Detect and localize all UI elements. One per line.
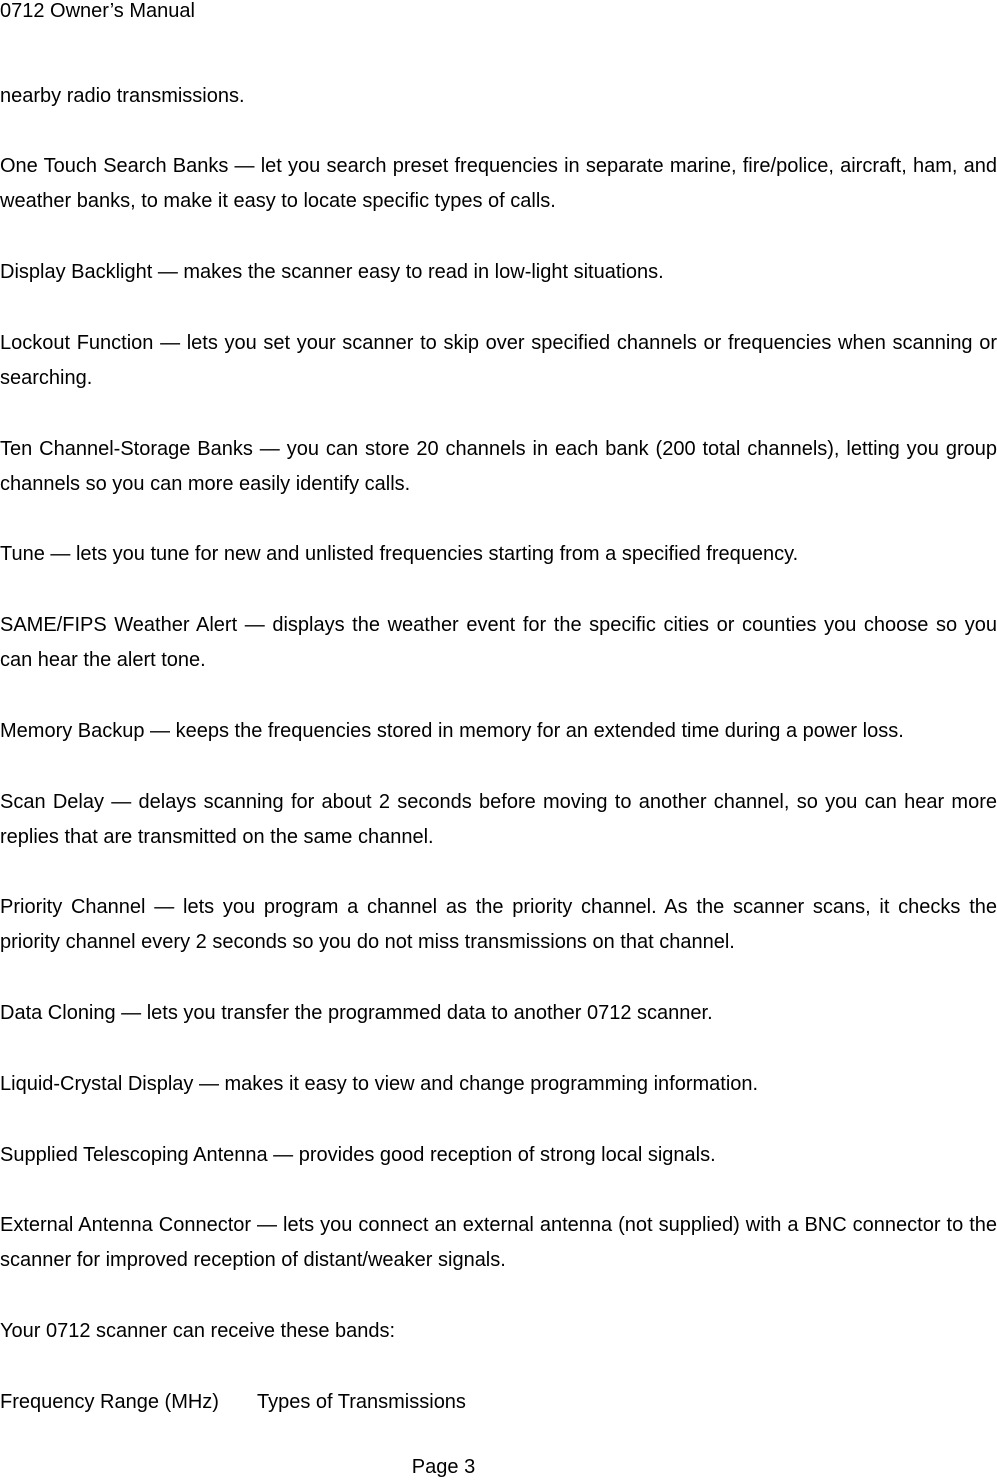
paragraph-one-touch-search: One Touch Search Banks — let you search preset frequencies in separate marine, fire/police, aircraft, ham, and weather banks, to make it easy to locate specific types of calls.	[0, 155, 997, 212]
document-header: 0712 Owner’s Manual	[0, 0, 195, 22]
paragraph-priority-channel: Priority Channel — lets you program a channel as the priority channel. As the scanner scans, it checks the priority channel every 2 seconds so you do not miss transmissions on that channel.	[0, 896, 997, 953]
paragraph-display-backlight: Display Backlight — makes the scanner easy to read in low-light situations.	[0, 261, 664, 283]
paragraph-memory-backup: Memory Backup — keeps the frequencies stored in memory for an extended time during a power loss.	[0, 720, 904, 742]
paragraph-telescoping-antenna: Supplied Telescoping Antenna — provides good reception of strong local signals.	[0, 1144, 716, 1166]
paragraph-external-antenna: External Antenna Connector — lets you connect an external antenna (not supplied) with a BNC connector to the scanner for improved reception of distant/weaker signals.	[0, 1214, 997, 1271]
paragraph-bands-intro: Your 0712 scanner can receive these bands:	[0, 1320, 396, 1342]
page-number: Page 3	[411, 1456, 476, 1478]
paragraph-tune: Tune — lets you tune for new and unlisted frequencies starting from a specified frequency.	[0, 543, 799, 565]
paragraph-lcd: Liquid-Crystal Display — makes it easy to view and change programming information.	[0, 1073, 759, 1095]
paragraph-data-cloning: Data Cloning — lets you transfer the programmed data to another 0712 scanner.	[0, 1002, 713, 1024]
paragraph-scan-delay: Scan Delay — delays scanning for about 2 seconds before moving to another channel, so you can hear more replies that are transmitted on the same channel.	[0, 791, 997, 848]
paragraph-lockout-function: Lockout Function — lets you set your scanner to skip over specified channels or frequencies when scanning or searching.	[0, 332, 997, 389]
paragraph-channel-storage-banks: Ten Channel-Storage Banks — you can store 20 channels in each bank (200 total channels), letting you group channels so you can more easily identify calls.	[0, 438, 997, 495]
frequency-table-header	[0, 1385, 466, 1420]
paragraph-continuation: nearby radio transmissions.	[0, 85, 245, 107]
paragraph-weather-alert: SAME/FIPS Weather Alert — displays the weather event for the specific cities or counties you choose so you can hear the alert tone.	[0, 614, 997, 671]
column-header-frequency-range: Frequency Range (MHz)	[0, 1391, 219, 1413]
column-header-transmission-types: Types of Transmissions	[256, 1391, 466, 1413]
